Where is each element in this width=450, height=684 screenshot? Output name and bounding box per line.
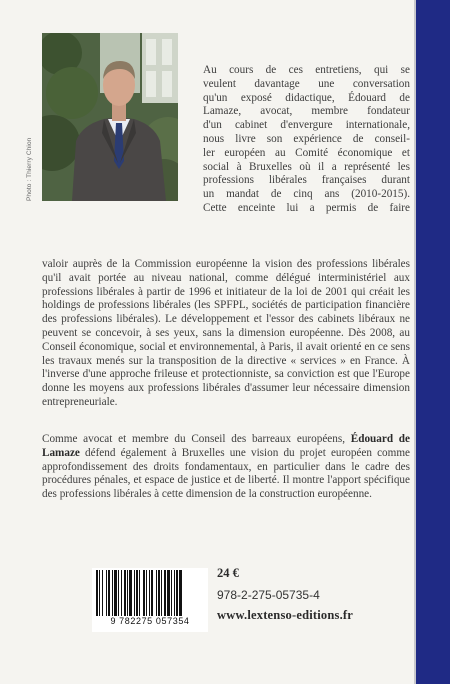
author-portrait-image: [42, 33, 178, 201]
paragraph-1-line: un mandat de cinq ans (2010-2015).: [203, 188, 410, 201]
paragraph-1-line: professions libérales françaises durant: [203, 174, 410, 187]
paragraph-1-continuation: valoir auprès de la Commission européenne la vision des professions libérales qu'il avait portée au niveau national, comme délégué interministériel aux professions libérales à partir de 1996 et initiateur de la loi de 2001 qui créait les holdings de professions libérales (les SPFPL, sociétés de participation financière des professions libérales). Le développement et l'essor des cabinets libéraux ne peuvent se concevoir, à ses yeux, sans la dimension européenne. Dès 2008, au Conseil économique, social et environnemental, à Paris, il avait orienté en ce sens les travaux menés sur la transposition de la directive « services » en France. À l'inverse d'une approche frileuse et protectionniste, sa conviction est que l'Europe donne les moyens aux professions libérales d'assumer leur nécessaire dimension entrepreneuriale.: [42, 258, 410, 408]
barcode-digits: 9 782275 057354: [110, 616, 190, 626]
paragraph-1-line: nous livre son expérience de conseil-: [203, 132, 410, 145]
paragraph-2-body: défend également à Bruxelles une vision du projet européen comme approfondissement des droits fondamentaux, en particulier dans le cadre des procédures pénales, et espace de justice et de liberté. Il montre l'apport spécifique des professions libérales à cette dimension de la construction européenne.: [42, 446, 410, 501]
paragraph-1-line: veulent davantage une conversation: [203, 77, 410, 90]
isbn-barcode: [92, 568, 208, 632]
paragraph-1-line: Cette enceinte lui a permis de faire: [203, 201, 410, 214]
photo-credit: Photo : Thierry Chion: [26, 137, 33, 201]
paragraph-1-intro: [203, 64, 410, 216]
author-name: Édouard de Lamaze: [42, 433, 410, 459]
author-photo: [42, 33, 178, 201]
spine: [416, 0, 450, 684]
paragraph-1-line: social à Bruxelles où il a représenté les: [203, 160, 410, 173]
publisher-url[interactable]: www.lextenso-editions.fr: [217, 608, 354, 622]
paragraph-1-line: qu'un exposé didactique, Édouard de: [203, 91, 410, 104]
isbn-number: 978-2-275-05735-4: [217, 588, 320, 602]
barcode-bars: [96, 570, 204, 616]
price: 24 €: [217, 566, 239, 580]
paragraph-2-lead: Comme avocat et membre du Conseil des barreaux européens,: [42, 433, 351, 445]
paragraph-1-line: Lamaze, avocat, membre fondateur: [203, 105, 410, 118]
paragraph-1-line: d'un cabinet d'envergure internationale,: [203, 119, 410, 132]
paragraph-2: [42, 433, 410, 502]
paragraph-1-line: ler européen au Comité économique et: [203, 146, 410, 159]
paragraph-1-line: Au cours de ces entretiens, qui se: [203, 64, 410, 76]
